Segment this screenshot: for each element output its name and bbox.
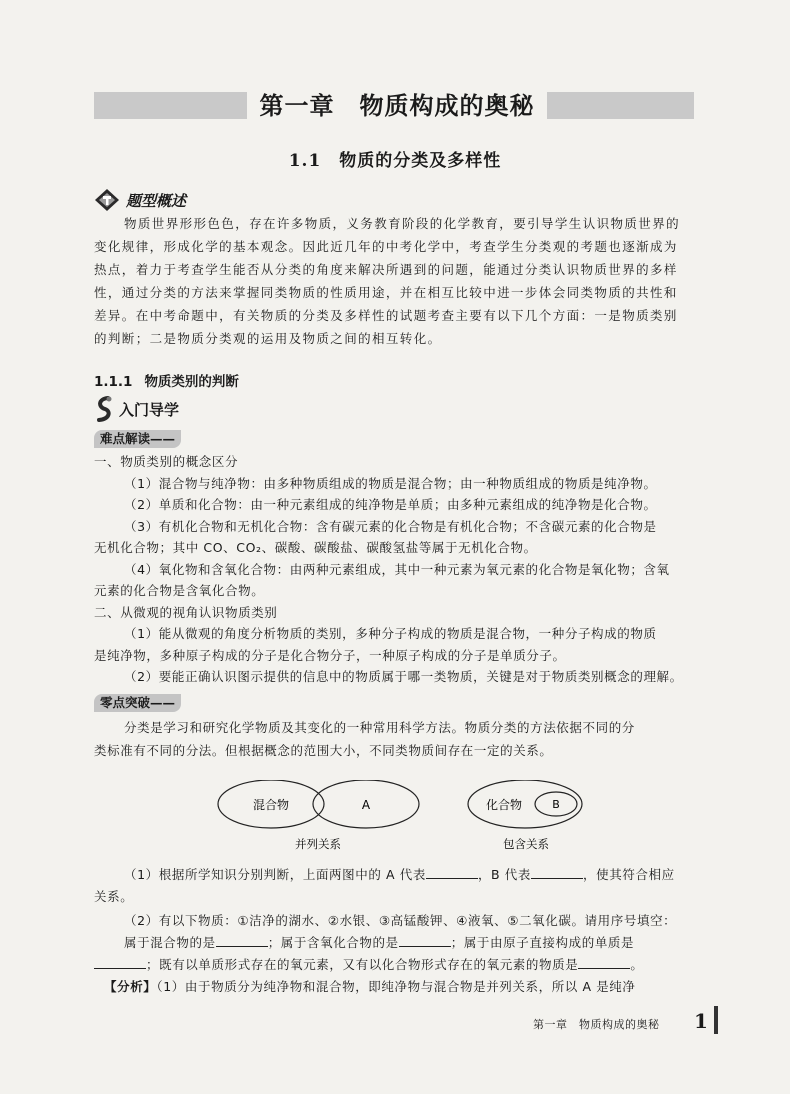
- text-line: （3）有机化合物和无机化合物：含有碳元素的化合物是有机化合物；不含碳元素的化合物是: [124, 518, 657, 534]
- question-text: （1）根据所学知识分别判断，上面两图中的 A 代表: [124, 867, 426, 882]
- text-line: （2）要能正确认识图示提供的信息中的物质属于哪一类物质，关键是对于物质类别概念的理解。: [124, 669, 683, 684]
- answer-blank: [216, 932, 268, 947]
- text-line: （2）单质和化合物：由一种元素组成的纯净物是单质；由多种元素组成的纯净物是化合物。: [124, 497, 657, 512]
- overview-line: 差异。在中考命题中，有关物质的分类及多样性的试题考查主要有以下几个方面：一是物质类别: [94, 308, 678, 323]
- text-line: 类标准有不同的分法。但根据概念的范围大小，不同类物质间存在一定的关系。: [94, 743, 553, 758]
- mixture-label: 混合物: [252, 798, 290, 812]
- text-line: 无机化合物；其中 CO、CO₂、碳酸、碳酸盐、碳酸氢盐等属于无机化合物。: [94, 540, 537, 555]
- question-text: ，B 代表: [477, 867, 532, 882]
- zero-tag: 零点突破——: [94, 694, 181, 712]
- overview-line: 物质世界形形色色，存在许多物质，义务教育阶段的化学教育，要引导学生认识物质世界的: [124, 216, 681, 231]
- a-label: A: [361, 798, 371, 812]
- analysis: [104, 976, 636, 998]
- text-line: （1）能从微观的角度分析物质的类别，多种分子构成的物质是混合物，一种分子构成的物质: [124, 626, 657, 641]
- page-number: 1: [694, 1009, 708, 1033]
- difficulty-tag: 难点解读——: [94, 430, 181, 448]
- footer-chapter: 第一章 物质构成的奥秘: [533, 1018, 660, 1031]
- guide-label: 入门导学: [119, 400, 180, 419]
- question-text: 关系。: [94, 889, 134, 904]
- overview-label: 题型概述: [126, 191, 187, 210]
- overview-line: 性，通过分类的方法来掌握同类物质的性质用途，并在相互比较中进一步体会同类物质的共性和: [94, 285, 678, 300]
- overview-paragraph: [94, 212, 694, 350]
- overview-line: 的判断；二是物质分类观的运用及物质之间的相互转化。: [94, 331, 442, 346]
- question-text: ，使其符合相应: [583, 867, 675, 882]
- page-number-bar: [714, 1006, 718, 1034]
- guide-heading: [94, 396, 179, 422]
- parallel-caption: 并列关系: [295, 837, 341, 851]
- text-line: 二、从微观的视角认识物质类别: [94, 604, 278, 620]
- overview-line: 变化规律，形成化学的基本观念。因此近几年的中考化学中，考查学生分类观的考题也逐渐成为: [94, 239, 678, 254]
- question-2: [94, 910, 676, 976]
- subsection-text: 物质类别的判断: [144, 374, 239, 390]
- analysis-text: （1）由于物质分为纯净物和混合物，即纯净物与混合物是并列关系，所以 A 是纯净: [156, 979, 636, 994]
- section-title: 1.1 物质的分类及多样性: [288, 151, 502, 171]
- guide-icon: [94, 396, 114, 422]
- answer-blank: [399, 932, 451, 947]
- overview-heading: [94, 188, 186, 212]
- text-line: （1）混合物与纯净物：由多种物质组成的物质是混合物；由一种物质组成的物质是纯净物。: [124, 475, 657, 491]
- question-text: ；属于由原子直接构成的单质是: [450, 935, 635, 950]
- overview-icon: [94, 188, 120, 212]
- text-line: 一、物质类别的概念区分: [94, 454, 239, 469]
- analysis-label: 【分析】: [104, 979, 157, 994]
- text-line: 分类是学习和研究化学物质及其变化的一种常用科学方法。物质分类的方法依据不同的分: [124, 720, 635, 735]
- text-line: 元素的化合物是含氧化合物。: [94, 583, 265, 598]
- subsection-title: [94, 370, 239, 390]
- text-line: （4）氧化物和含氧化合物：由两种元素组成，其中一种元素为氧元素的化合物是氧化物；含氧: [124, 561, 670, 577]
- answer-blank: [94, 954, 146, 969]
- subsection-number: 1.1.1: [94, 374, 133, 390]
- question-text: （2）有以下物质：①洁净的湖水、②水银、③高锰酸钾、④液氧、⑤二氧化碳。请用序号填空：: [124, 913, 677, 928]
- question-text: 。: [630, 957, 644, 972]
- question-text: 属于混合物的是: [124, 935, 216, 950]
- chapter-title: 第一章 物质构成的奥秘: [247, 88, 547, 124]
- question-text: ；既有以单质形式存在的氧元素，又有以化合物形式存在的氧元素的物质是: [146, 957, 579, 972]
- difficulty-text: [94, 451, 683, 688]
- text-line: 是纯净物，多种原子构成的分子是化合物分子，一种原子构成的分子是单质分子。: [94, 647, 566, 663]
- answer-blank: [578, 954, 630, 969]
- question-text: ；属于含氧化合物的是: [267, 935, 399, 950]
- answer-blank: [531, 864, 583, 879]
- compound-label: 化合物: [485, 798, 523, 812]
- question-1: [94, 864, 675, 908]
- b-label: B: [552, 798, 560, 811]
- answer-blank: [426, 864, 478, 879]
- classification-diagram: [210, 780, 590, 858]
- overview-line: 热点，着力于考查学生能否从分类的角度来解决所遇到的问题，能通过分类认识物质世界的多样: [94, 262, 678, 277]
- zero-text: [94, 716, 635, 762]
- inclusion-caption: 包含关系: [503, 837, 549, 851]
